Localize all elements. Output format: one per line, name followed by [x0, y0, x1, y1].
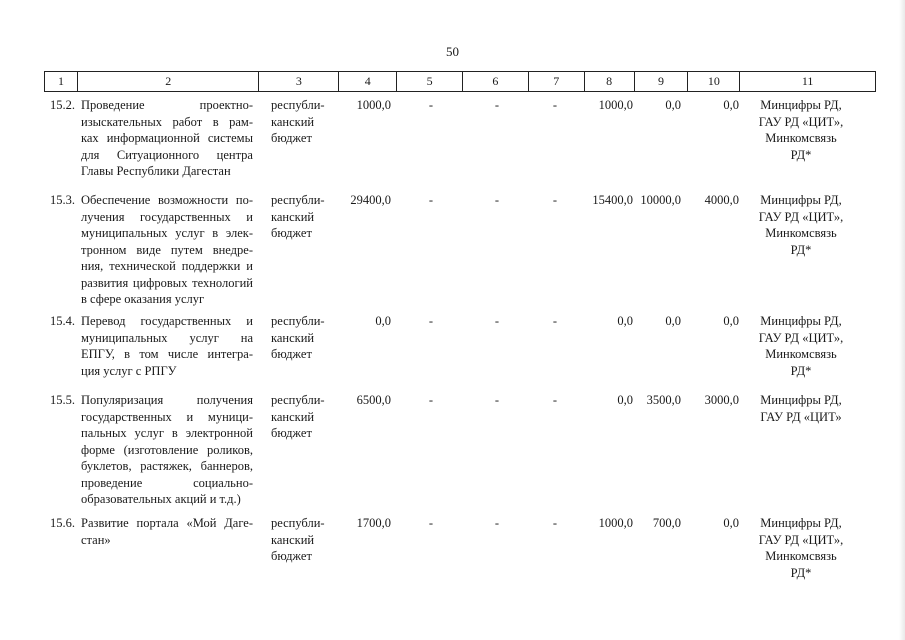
year-1-cell: - [428, 193, 433, 207]
executor-line: РД* [790, 242, 812, 257]
year-1-cell: - [428, 98, 433, 112]
description-line: в сфере оказания услуг [81, 292, 205, 306]
executor [741, 313, 861, 379]
description-line: Популяризация получения [81, 393, 253, 407]
description-line: развития цифровых технологий [81, 275, 253, 290]
funding-source-line: бюджет [271, 226, 312, 240]
year-4-cell: 1000,0 [598, 98, 633, 112]
description-line: образовательных акций и т.д.) [81, 492, 241, 506]
executor [741, 192, 861, 308]
executor-line: Минцифры РД, [760, 193, 842, 207]
description-line: форме (изготовление роликов, [81, 442, 253, 457]
header-col-7: 7 [529, 72, 585, 91]
year-6-cell: 0,0 [723, 516, 739, 530]
executor-line: ГАУ РД «ЦИТ» [760, 409, 842, 424]
funding-source-line: канский [271, 209, 315, 224]
executor-line: Минцифры РД, [760, 393, 842, 407]
row-number: 15.6. [50, 516, 75, 530]
description-line: ция услуг с РПГУ [81, 363, 177, 378]
description-line: Обеспечение возможности по- [81, 193, 253, 207]
description-line: муниципальных услуг в элек- [81, 226, 253, 240]
header-col-8: 8 [585, 72, 635, 91]
description-line: стан» [81, 532, 111, 547]
table-row [44, 515, 876, 581]
table-row [44, 97, 876, 180]
year-5-cell: 700,0 [652, 516, 681, 530]
year-3-cell: - [552, 314, 557, 328]
header-col-5: 5 [397, 72, 463, 91]
activity-description [77, 313, 259, 379]
year-3-cell: - [552, 193, 557, 207]
funding-source-line: республи- [271, 98, 325, 112]
description-line: проведение социально- [81, 475, 253, 490]
header-col-1: 1 [45, 72, 78, 91]
year-6-cell: 4000,0 [704, 193, 739, 207]
funding-source-line: республи- [271, 193, 325, 207]
executor-line: Минцифры РД, [760, 314, 842, 328]
funding-source-line: канский [271, 409, 315, 424]
funding-source-line: канский [271, 330, 315, 345]
year-2-cell: - [494, 516, 499, 530]
year-4-cell: 0,0 [617, 393, 633, 407]
year-4-cell: 0,0 [617, 314, 633, 328]
activity-description [77, 515, 259, 581]
table-row [44, 313, 876, 379]
year-6-cell: 3000,0 [704, 393, 739, 407]
year-4-cell: 15400,0 [592, 193, 633, 207]
funding-source-line: республи- [271, 516, 325, 530]
description-line: муниципальных услуг на [81, 330, 253, 345]
description-line: ния, технической поддержки и [81, 259, 253, 273]
year-5-cell: 0,0 [665, 98, 681, 112]
funding-source-line: бюджет [271, 131, 312, 145]
executor [741, 392, 861, 508]
description-line: буклетов, растяжек, баннеров, [81, 459, 253, 473]
year-1-cell: - [428, 314, 433, 328]
year-3-cell: - [552, 516, 557, 530]
description-line: государственных и муници- [81, 409, 253, 424]
executor-line: ГАУ РД «ЦИТ», [758, 330, 844, 345]
activity-description [77, 97, 259, 180]
description-line: ЕПГУ, в том числе интегра- [81, 347, 253, 361]
year-3-cell: - [552, 393, 557, 407]
funding-source [259, 313, 339, 379]
row-number: 15.4. [50, 314, 75, 328]
header-col-10: 10 [688, 72, 740, 91]
page-number: 50 [446, 44, 459, 59]
total-cell: 0,0 [375, 314, 391, 328]
year-5-cell: 10000,0 [640, 193, 681, 207]
activity-description [77, 392, 259, 508]
executor-line: РД* [790, 565, 812, 580]
table-row [44, 392, 876, 508]
description-line: Перевод государственных и [81, 314, 253, 328]
total-cell: 1700,0 [356, 516, 391, 530]
funding-source [259, 97, 339, 180]
executor-line: РД* [790, 147, 812, 162]
row-number: 15.3. [50, 193, 75, 207]
funding-source-line: канский [271, 114, 315, 129]
row-number: 15.5. [50, 393, 75, 407]
activity-description [77, 192, 259, 308]
year-1-cell: - [428, 516, 433, 530]
scan-edge [899, 0, 905, 640]
header-col-6: 6 [463, 72, 529, 91]
funding-source-line: республи- [271, 314, 325, 328]
year-3-cell: - [552, 98, 557, 112]
funding-source [259, 192, 339, 308]
table-header [44, 71, 876, 92]
year-2-cell: - [494, 314, 499, 328]
executor-line: Минкомсвязь [765, 549, 837, 563]
description-line: Главы Республики Дагестан [81, 164, 231, 178]
year-2-cell: - [494, 393, 499, 407]
year-1-cell: - [428, 393, 433, 407]
description-line: изыскательных работ в рам- [81, 114, 253, 129]
header-col-4: 4 [339, 72, 397, 91]
header-col-3: 3 [259, 72, 339, 91]
funding-source [259, 515, 339, 581]
funding-source-line: бюджет [271, 426, 312, 440]
table-row [44, 192, 876, 308]
description-line: для Ситуационного центра [81, 147, 253, 162]
executor [741, 515, 861, 581]
funding-source [259, 392, 339, 508]
header-col-9: 9 [635, 72, 689, 91]
year-4-cell: 1000,0 [598, 516, 633, 530]
executor-line: Минцифры РД, [760, 98, 842, 112]
executor-line: ГАУ РД «ЦИТ», [758, 114, 844, 129]
year-5-cell: 0,0 [665, 314, 681, 328]
total-cell: 1000,0 [356, 98, 391, 112]
funding-source-line: бюджет [271, 549, 312, 563]
year-6-cell: 0,0 [723, 314, 739, 328]
funding-source-line: бюджет [271, 347, 312, 361]
executor [741, 97, 861, 180]
funding-source-line: республи- [271, 393, 325, 407]
executor-line: Минкомсвязь [765, 347, 837, 361]
funding-source-line: канский [271, 532, 315, 547]
executor-line: РД* [790, 363, 812, 378]
header-col-11: 11 [801, 74, 814, 88]
executor-line: ГАУ РД «ЦИТ», [758, 532, 844, 547]
year-2-cell: - [494, 193, 499, 207]
description-line: пальных услуг в электронной [81, 426, 253, 440]
description-line: Развитие портала «Мой Даге- [81, 516, 253, 530]
header-col-2: 2 [78, 72, 260, 91]
total-cell: 29400,0 [350, 193, 391, 207]
row-number: 15.2. [50, 98, 75, 112]
executor-line: Минкомсвязь [765, 131, 837, 145]
description-line: лучения государственных и [81, 209, 253, 224]
executor-line: ГАУ РД «ЦИТ», [758, 209, 844, 224]
description-line: тронном виде путем внедре- [81, 242, 253, 257]
executor-line: Минкомсвязь [765, 226, 837, 240]
year-5-cell: 3500,0 [646, 393, 681, 407]
executor-line: Минцифры РД, [760, 516, 842, 530]
year-6-cell: 0,0 [723, 98, 739, 112]
total-cell: 6500,0 [356, 393, 391, 407]
description-line: ках информационной системы [81, 131, 253, 145]
description-line: Проведение проектно- [81, 98, 253, 112]
year-2-cell: - [494, 98, 499, 112]
